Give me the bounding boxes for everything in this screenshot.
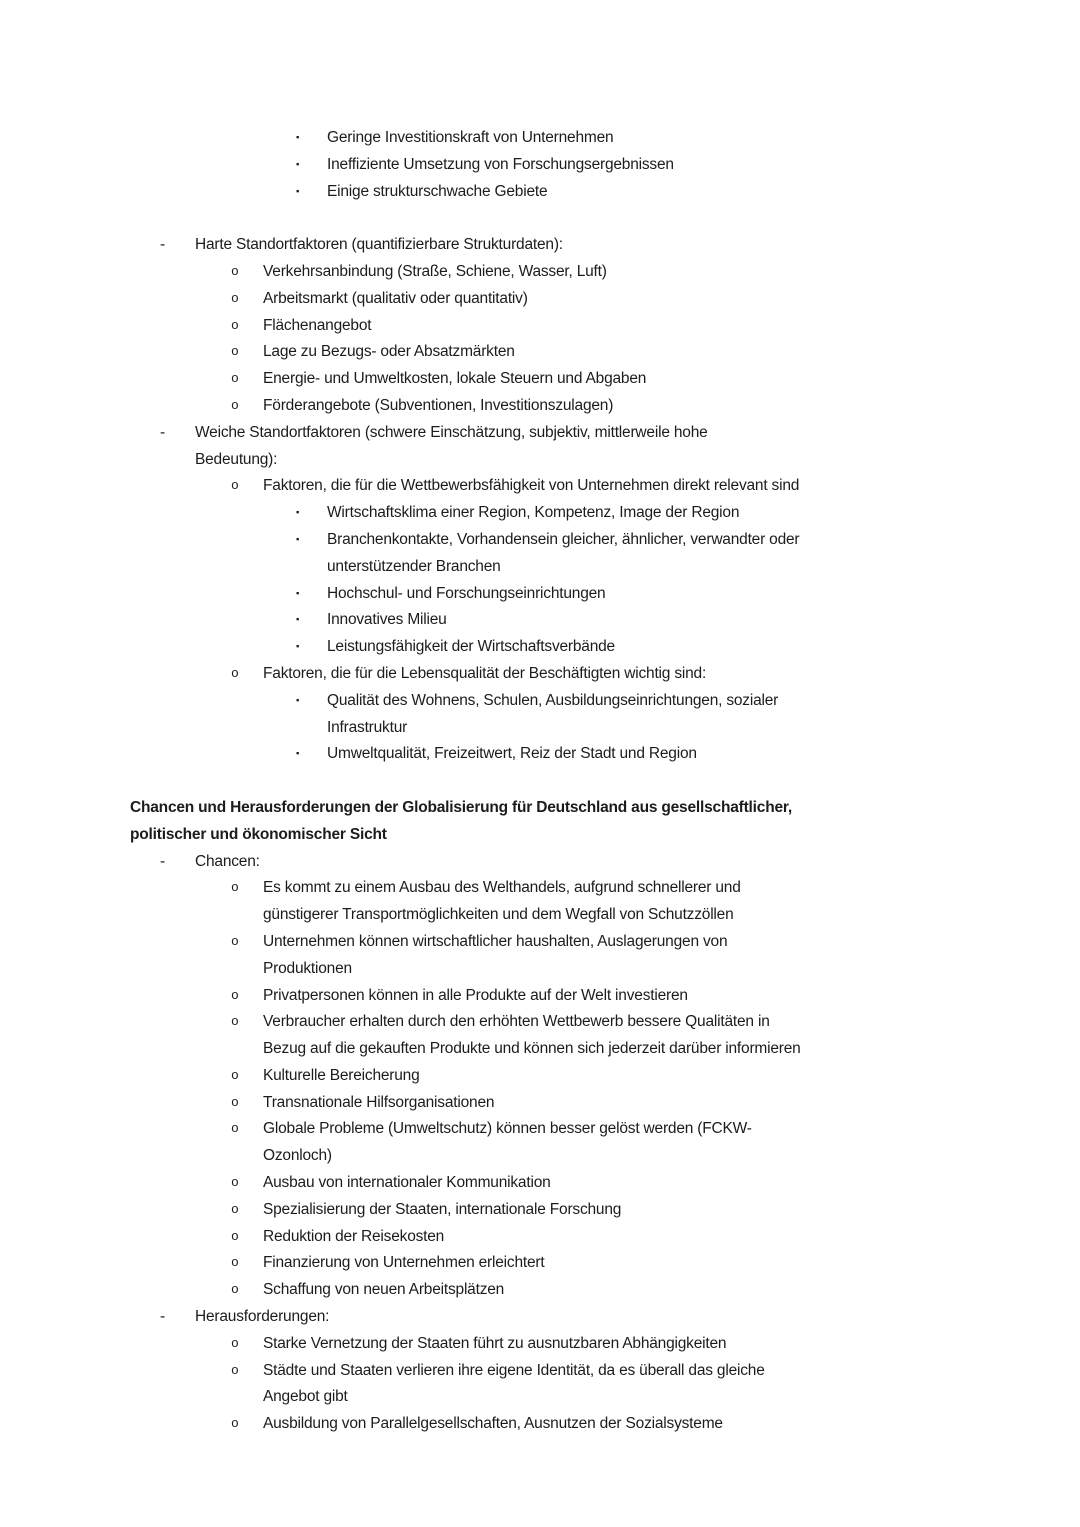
line-text: Branchenkontakte, Vorhandensein gleicher, ähnlicher, verwandter oder (327, 530, 800, 548)
bullet-square-icon: ▪ (296, 614, 300, 626)
line-text: Ozonloch) (263, 1147, 332, 1165)
line-text: Bedeutung): (195, 450, 278, 468)
line-text: Städte und Staaten verlieren ihre eigene Identität, da es überall das gleiche (263, 1361, 765, 1379)
list-line-continuation (0, 956, 1080, 983)
bullet-dash-icon: - (160, 236, 165, 254)
list-line (0, 849, 1080, 876)
line-text: Flächenangebot (263, 316, 372, 334)
line-text: Produktionen (263, 959, 352, 977)
line-text: Lage zu Bezugs- oder Absatzmärkten (263, 343, 515, 361)
bullet-circle-icon: o (231, 1201, 239, 1217)
list-line-continuation (0, 1143, 1080, 1170)
list-line (0, 420, 1080, 447)
line-text: Geringe Investitionskraft von Unternehmen (327, 129, 614, 146)
line-text: Qualität des Wohnens, Schulen, Ausbildungseinrichtungen, sozialer (327, 691, 779, 709)
bullet-circle-icon: o (231, 371, 239, 387)
bullet-circle-icon: o (231, 1282, 239, 1298)
list-line-continuation (0, 554, 1080, 581)
line-text: Es kommt zu einem Ausbau des Welthandels, aufgrund schnellerer und (263, 879, 741, 897)
line-text: Transnationale Hilfsorganisationen (263, 1093, 495, 1111)
bullet-circle-icon: o (231, 1228, 239, 1244)
list-line (0, 661, 1080, 688)
line-text: Innovatives Milieu (327, 611, 447, 629)
line-text: Globale Probleme (Umweltschutz) können besser gelöst werden (FCKW- (263, 1120, 752, 1138)
list-line (0, 366, 1080, 393)
line-text: Finanzierung von Unternehmen erleichtert (263, 1254, 545, 1272)
bullet-circle-icon: o (231, 1335, 239, 1351)
heading-line: politischer und ökonomischer Sicht (130, 825, 387, 843)
list-line (0, 1304, 1080, 1331)
list-line (0, 125, 1080, 152)
line-text: Herausforderungen: (195, 1308, 330, 1326)
line-text: Spezialisierung der Staaten, internationale Forschung (263, 1200, 622, 1218)
bullet-dash-icon: - (160, 852, 165, 870)
bullet-square-icon: ▪ (296, 641, 300, 653)
line-text: Faktoren, die für die Wettbewerbsfähigkeit von Unternehmen direkt relevant sind (263, 477, 800, 495)
list-line (0, 1277, 1080, 1304)
list-line (0, 607, 1080, 634)
line-text: Angebot gibt (263, 1388, 348, 1406)
document-content (0, 125, 1080, 1438)
list-line-continuation (0, 902, 1080, 929)
line-text: Faktoren, die für die Lebensqualität der Beschäftigten wichtig sind: (263, 664, 707, 682)
list-line (0, 1250, 1080, 1277)
list-line (0, 1411, 1080, 1438)
line-text: Infrastruktur (327, 718, 408, 736)
list-line (0, 500, 1080, 527)
line-text: Einige strukturschwache Gebiete (327, 182, 548, 200)
bullet-square-icon: ▪ (296, 158, 300, 170)
list-line-continuation (0, 447, 1080, 474)
line-text: Arbeitsmarkt (qualitativ oder quantitativ) (263, 289, 528, 307)
bullet-circle-icon: o (231, 397, 239, 413)
bullet-square-icon: ▪ (296, 533, 300, 545)
list-line-continuation (0, 715, 1080, 742)
list-line-continuation (0, 1384, 1080, 1411)
line-text: Schaffung von neuen Arbeitsplätzen (263, 1281, 505, 1299)
list-line (0, 634, 1080, 661)
line-text: Verkehrsanbindung (Straße, Schiene, Wasser, Luft) (263, 262, 607, 280)
bullet-circle-icon: o (231, 1362, 239, 1378)
list-line (0, 929, 1080, 956)
bullet-circle-icon: o (231, 665, 239, 681)
bullet-circle-icon: o (231, 1094, 239, 1110)
bullet-dash-icon: - (160, 1308, 165, 1326)
list-line (0, 232, 1080, 259)
bullet-square-icon: ▪ (296, 132, 300, 143)
bullet-circle-icon: o (231, 344, 239, 360)
list-line (0, 1170, 1080, 1197)
list-line (0, 527, 1080, 554)
list-line (0, 741, 1080, 768)
list-line (0, 473, 1080, 500)
list-line (0, 179, 1080, 206)
heading-line: Chancen und Herausforderungen der Globalisierung für Deutschland aus gesellschaftlicher, (130, 798, 792, 816)
list-line (0, 313, 1080, 340)
list-line (0, 581, 1080, 608)
list-line (0, 1116, 1080, 1143)
line-text: Privatpersonen können in alle Produkte auf der Welt investieren (263, 986, 688, 1004)
line-text: Ineffiziente Umsetzung von Forschungsergebnissen (327, 155, 674, 173)
bullet-circle-icon: o (231, 1255, 239, 1271)
list-line (0, 983, 1080, 1010)
line-text: Umweltqualität, Freizeitwert, Reiz der Stadt und Region (327, 745, 697, 763)
list-line-continuation (0, 1036, 1080, 1063)
line-text: Harte Standortfaktoren (quantifizierbare Strukturdaten): (195, 236, 563, 254)
list-line (0, 1331, 1080, 1358)
bullet-circle-icon: o (231, 987, 239, 1003)
list-line (0, 259, 1080, 286)
list-line (0, 1197, 1080, 1224)
bullet-square-icon: ▪ (296, 748, 300, 760)
list-line (0, 688, 1080, 715)
list-line (0, 393, 1080, 420)
bullet-circle-icon: o (231, 290, 239, 306)
list-line (0, 286, 1080, 313)
list-line (0, 1009, 1080, 1036)
line-text: Unternehmen können wirtschaftlicher haushalten, Auslagerungen von (263, 932, 728, 950)
line-text: Leistungsfähigkeit der Wirtschaftsverbände (327, 638, 615, 656)
bullet-circle-icon: o (231, 1067, 239, 1083)
line-text: Weiche Standortfaktoren (schwere Einschätzung, subjektiv, mittlerweile hohe (195, 423, 708, 441)
line-text: Starke Vernetzung der Staaten führt zu ausnutzbaren Abhängigkeiten (263, 1334, 727, 1352)
bullet-circle-icon: o (231, 263, 239, 279)
line-text: Wirtschaftsklima einer Region, Kompetenz, Image der Region (327, 504, 740, 522)
bullet-square-icon: ▪ (296, 185, 300, 197)
bullet-circle-icon: o (231, 1014, 239, 1030)
line-text: Ausbildung von Parallelgesellschaften, Ausnutzen der Sozialsysteme (263, 1415, 723, 1433)
list-line (0, 1090, 1080, 1117)
bullet-circle-icon: o (231, 880, 239, 896)
bullet-circle-icon: o (231, 1175, 239, 1191)
line-text: Reduktion der Reisekosten (263, 1227, 445, 1245)
list-line (0, 152, 1080, 179)
line-text: Kulturelle Bereicherung (263, 1066, 420, 1084)
bullet-dash-icon: - (160, 423, 165, 441)
line-text: günstigerer Transportmöglichkeiten und dem Wegfall von Schutzzöllen (263, 906, 734, 924)
line-text: unterstützender Branchen (327, 557, 501, 575)
bullet-square-icon: ▪ (296, 587, 300, 599)
bullet-circle-icon: o (231, 478, 239, 494)
line-text: Förderangebote (Subventionen, Investitionszulagen) (263, 396, 614, 414)
bullet-circle-icon: o (231, 933, 239, 949)
list-line (0, 339, 1080, 366)
line-text: Bezug auf die gekauften Produkte und können sich jederzeit darüber informieren (263, 1040, 801, 1058)
bullet-square-icon: ▪ (296, 694, 300, 706)
list-line (0, 875, 1080, 902)
list-line (0, 1063, 1080, 1090)
list-line (0, 1358, 1080, 1385)
line-text: Hochschul- und Forschungseinrichtungen (327, 584, 606, 602)
line-text: Energie- und Umweltkosten, lokale Steuern und Abgaben (263, 370, 647, 388)
line-text: Ausbau von internationaler Kommunikation (263, 1174, 551, 1192)
blank-line (0, 205, 1080, 232)
bullet-circle-icon: o (231, 1121, 239, 1137)
section-heading (130, 795, 950, 849)
bullet-circle-icon: o (231, 1416, 239, 1432)
list-line (0, 1224, 1080, 1251)
bullet-circle-icon: o (231, 317, 239, 333)
line-text: Verbraucher erhalten durch den erhöhten Wettbewerb bessere Qualitäten in (263, 1013, 770, 1031)
line-text: Chancen: (195, 852, 260, 870)
bullet-square-icon: ▪ (296, 507, 300, 519)
